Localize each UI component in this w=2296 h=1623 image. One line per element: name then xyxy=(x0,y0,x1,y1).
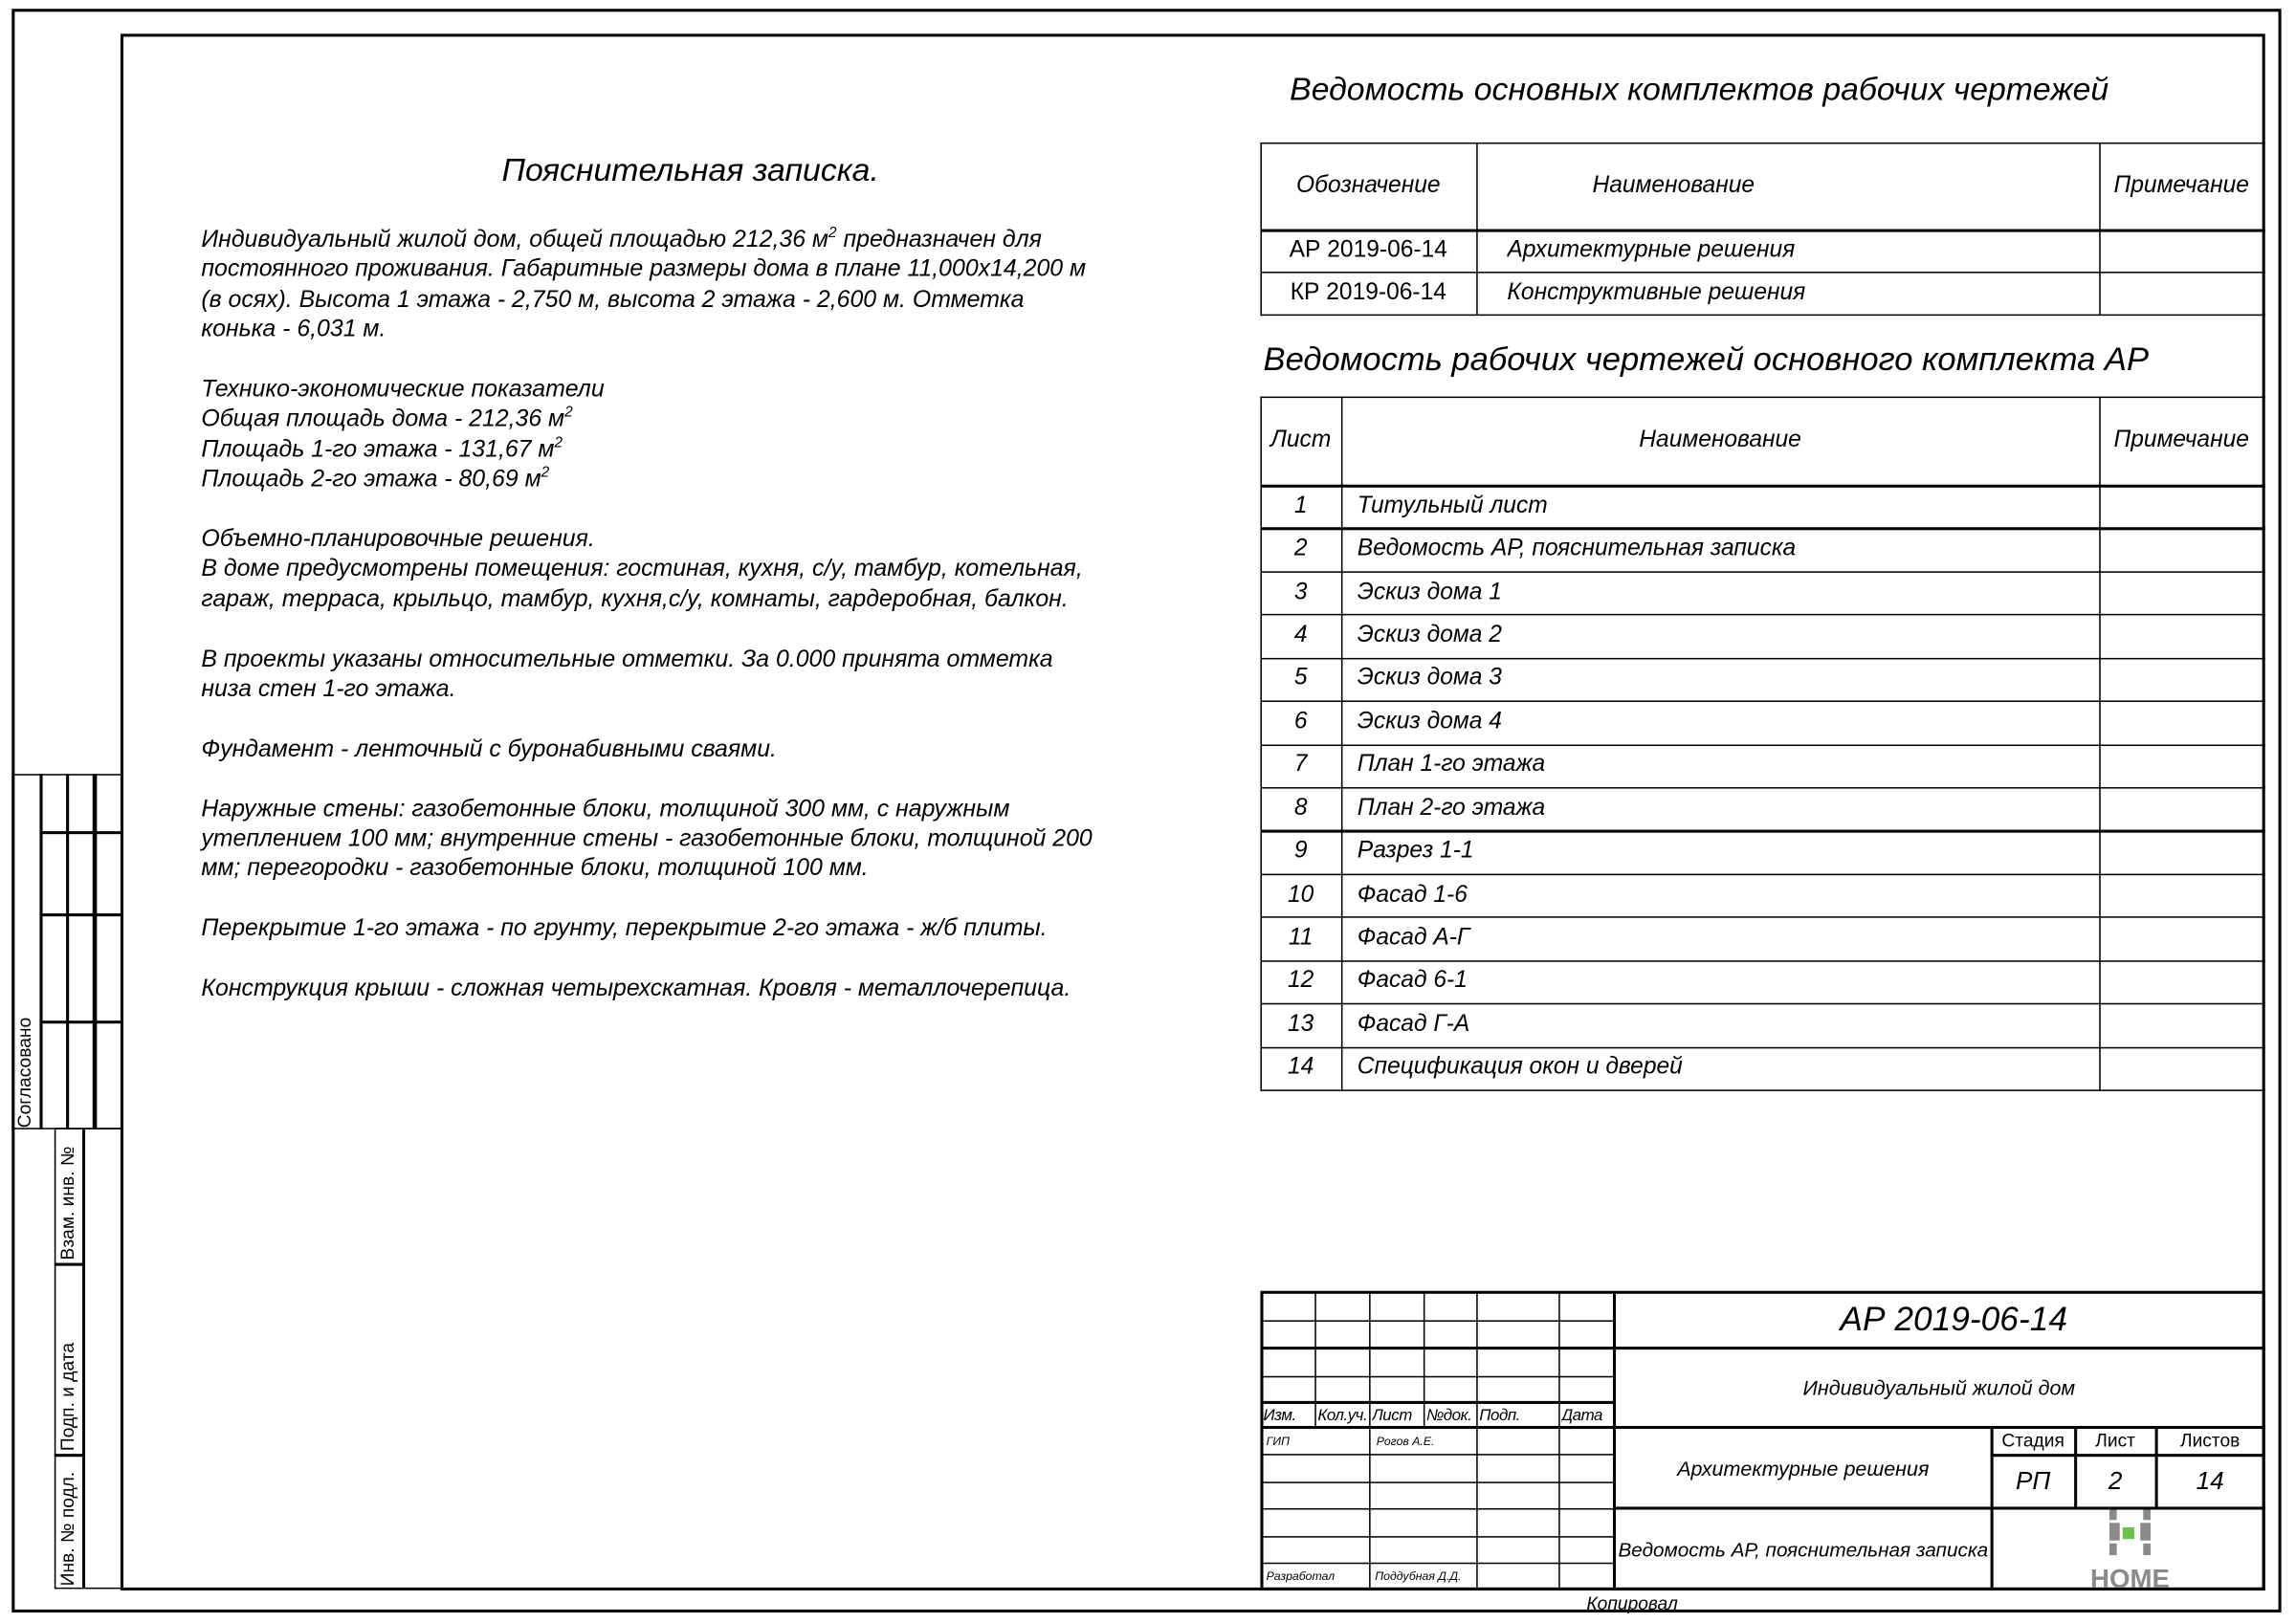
note-line: Общая площадь дома - 212,36 $м^2$ xyxy=(201,405,573,433)
table-row-note xyxy=(2099,830,2263,873)
table-row-name: Ведомость АР, пояснительная записка xyxy=(1357,536,1797,561)
table-row-sheet: 2 xyxy=(1293,536,1308,561)
home-logo xyxy=(2083,1509,2179,1589)
revision-header: Подп. xyxy=(1479,1406,1520,1424)
table-row-sheet: 1 xyxy=(1293,493,1308,518)
note-paragraph xyxy=(201,735,1200,764)
table-row-name: План 1-го этажа xyxy=(1357,752,1546,778)
note-title: Пояснительная записка. xyxy=(501,151,879,188)
note-paragraph xyxy=(201,913,1200,943)
note-line: Фундамент - ленточный с буронабивными сваями. xyxy=(201,735,777,762)
revision-header: №док. xyxy=(1425,1406,1472,1424)
note-line: мм; перегородки - газобетонные блоки, толщиной 100 мм. xyxy=(201,855,869,882)
note-line: Площадь 1-го этажа - 131,67 $м^2$ xyxy=(201,435,563,463)
table-row-name: Фасад 1-6 xyxy=(1357,882,1468,908)
note-line: В проекты указаны относительные отметки. За 0.000 принята отметка xyxy=(201,646,1053,672)
table-row-name: Титульный лист xyxy=(1357,493,1548,518)
sheet-title-text: Ведомость АР, пояснительная записка xyxy=(1618,1538,1989,1561)
table-row-note xyxy=(2099,873,2263,916)
signature-role: ГИП xyxy=(1266,1434,1290,1448)
table-row-name: Эскиз дома 2 xyxy=(1357,623,1502,648)
copied-label: Копировал xyxy=(1586,1593,1678,1614)
revision-header: Изм. xyxy=(1263,1406,1296,1424)
table-row-name: План 2-го этажа xyxy=(1357,795,1546,821)
table-row-sheet: 4 xyxy=(1293,623,1308,648)
replacement-inv-label: Взам. инв. № xyxy=(56,1146,78,1261)
table-row-sheet: 14 xyxy=(1288,1054,1314,1081)
table-row-note xyxy=(2099,787,2263,830)
table-row-name: Фасад 6-1 xyxy=(1357,968,1468,994)
table-row-note xyxy=(2099,272,2263,315)
note-line: конька - 6,031 м. xyxy=(201,316,386,343)
table-row-sheet: 7 xyxy=(1293,752,1308,778)
header-name: Наименование xyxy=(1639,427,1801,452)
note-line: Наружные стены: газобетонные блоки, толщиной 300 мм, с наружным xyxy=(201,795,1010,822)
table-row-name: Эскиз дома 1 xyxy=(1357,579,1502,604)
note-paragraph xyxy=(201,524,1200,614)
header-note: Примечание xyxy=(2113,172,2249,198)
note-line: Конструкция крыши - сложная четырехскатная. Кровля - металлочерепица. xyxy=(201,975,1071,1002)
table-row-note xyxy=(2099,485,2263,528)
header-sheet: Лист xyxy=(1270,427,1332,452)
note-line: Перекрытие 1-го этажа - по грунту, перекрытие 2-го этажа - ж/б плиты. xyxy=(201,915,1048,942)
project-name: Индивидуальный жилой дом xyxy=(1802,1375,2076,1400)
table-row-sheet: 10 xyxy=(1288,882,1314,908)
main-sets-title: Ведомость основных комплектов рабочих чертежей xyxy=(1290,70,2109,108)
note-line: гараж, терраса, крыльцо, тамбур, кухня,с/у, комнаты, гардеробная, балкон. xyxy=(201,585,1069,613)
inv-orig-label: Инв. № подл. xyxy=(56,1471,78,1587)
note-line: Индивидуальный жилой дом, общей площадью 212,36 $м^2$ предназначен для xyxy=(201,225,1042,253)
table-row-note xyxy=(2099,230,2263,273)
table-row-note xyxy=(2099,657,2263,700)
note-line: Площадь 2-го этажа - 80,69 $м^2$ xyxy=(201,465,550,493)
table-row-note xyxy=(2099,1003,2263,1046)
table-row-note xyxy=(2099,917,2263,960)
revision-header: Лист xyxy=(1372,1406,1412,1424)
signature-role: Разработал xyxy=(1266,1568,1336,1583)
table-row-name: Фасад А-Г xyxy=(1357,925,1470,951)
header-note: Примечание xyxy=(2113,427,2249,452)
sign-date-label: Подп. и дата xyxy=(56,1342,78,1452)
table-row-note xyxy=(2099,960,2263,1003)
table-row-sheet: 9 xyxy=(1293,838,1308,865)
note-paragraph xyxy=(201,225,1200,344)
table-row-note xyxy=(2099,1046,2263,1089)
signature-name: Поддубная Д.Д. xyxy=(1375,1568,1462,1583)
section-name: Архитектурные решения xyxy=(1677,1456,1930,1480)
note-paragraph xyxy=(201,645,1200,705)
table-row-name: Конструктивные решения xyxy=(1507,279,1806,305)
table-row-code: АР 2019-06-14 xyxy=(1289,236,1447,263)
note-paragraph xyxy=(201,375,1200,494)
table-row-name: Эскиз дома 3 xyxy=(1357,666,1502,691)
table-row-sheet: 13 xyxy=(1288,1011,1314,1037)
table-row-sheet: 6 xyxy=(1293,709,1308,735)
note-line: Объемно-планировочные решения. xyxy=(201,525,595,553)
table-row-name: Разрез 1-1 xyxy=(1357,838,1474,865)
table-row-note xyxy=(2099,744,2263,787)
sheets-label: Листов xyxy=(2179,1430,2241,1452)
agreed-label: Согласовано xyxy=(14,1017,35,1129)
table-row-note xyxy=(2099,701,2263,744)
table-row-sheet: 12 xyxy=(1288,968,1314,994)
note-body xyxy=(201,225,1200,1034)
note-line: (в осях). Высота 1 этажа - 2,750 м, высота 2 этажа - 2,600 м. Отметка xyxy=(201,286,1025,313)
table-row-code: КР 2019-06-14 xyxy=(1290,279,1446,305)
table-row-sheet: 5 xyxy=(1293,666,1308,691)
sheets-title: Ведомость рабочих чертежей основного комплекта АР xyxy=(1263,340,2150,378)
table-row-sheet: 8 xyxy=(1293,795,1308,821)
table-row-sheet: 11 xyxy=(1288,925,1314,951)
table-row-note xyxy=(2099,614,2263,657)
table-row-note xyxy=(2099,528,2263,571)
sheets-total-value: 14 xyxy=(2196,1466,2224,1496)
stage-label: Стадия xyxy=(2001,1430,2064,1452)
note-line: низа стен 1-го этажа. xyxy=(201,675,456,703)
svg-text:HOME: HOME xyxy=(2090,1563,2170,1590)
table-row-sheet: 3 xyxy=(1293,579,1308,604)
signature-name: Рогов А.Е. xyxy=(1376,1434,1435,1448)
note-line: Технико-экономические показатели xyxy=(201,376,605,403)
home-logo-icon xyxy=(2083,1509,2179,1589)
note-line: В доме предусмотрены помещения: гостиная, кухня, с/у, тамбур, котельная, xyxy=(201,556,1083,582)
sheet-label: Лист xyxy=(2095,1430,2135,1452)
revision-header: Кол.уч. xyxy=(1317,1406,1368,1424)
note-line: утеплением 100 мм; внутренние стены - газобетонные блоки, толщиной 200 xyxy=(201,825,1093,852)
document-code: АР 2019-06-14 xyxy=(1840,1299,2068,1338)
sheet-title xyxy=(1616,1509,1991,1589)
header-designation: Обозначение xyxy=(1296,172,1441,198)
table-row-name: Эскиз дома 4 xyxy=(1357,709,1502,735)
table-row-name: Спецификация окон и дверей xyxy=(1357,1054,1683,1081)
note-paragraph xyxy=(201,794,1200,884)
table-row-name: Фасад Г-А xyxy=(1357,1011,1470,1037)
note-line: постоянного проживания. Габаритные размеры дома в плане 11,000х14,200 м xyxy=(201,255,1087,283)
table-row-name: Архитектурные решения xyxy=(1507,236,1796,263)
stage-value: РП xyxy=(2015,1466,2051,1496)
sheet-value: 2 xyxy=(2108,1466,2123,1496)
note-paragraph xyxy=(201,974,1200,1003)
table-row-note xyxy=(2099,571,2263,614)
revision-header: Дата xyxy=(1561,1406,1602,1424)
header-name: Наименование xyxy=(1592,172,1755,198)
